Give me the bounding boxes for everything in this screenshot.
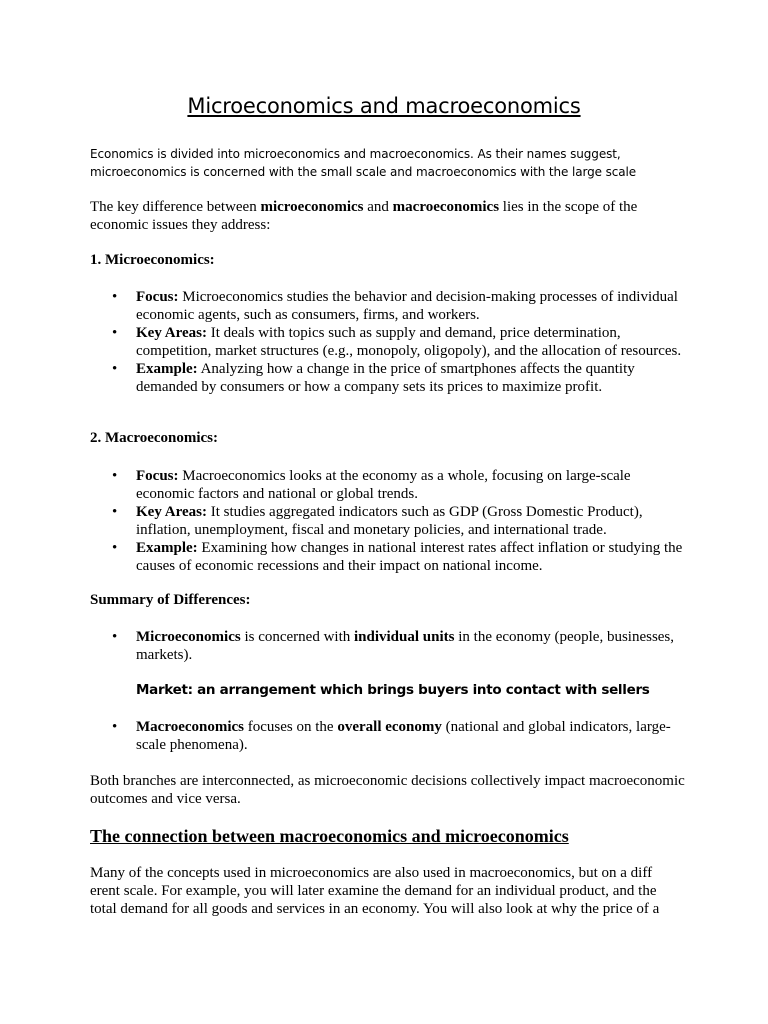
summary-text: in the economy (people, businesses, markets). [136, 629, 675, 663]
document-title: Microeconomics and macroeconomics [187, 94, 581, 118]
item-text: Microeconomics studies the behavior and decision-making processes of individual economic agents, such as consumers, firms, and workers. [136, 289, 678, 323]
micro-list [90, 288, 690, 396]
intro-paragraph: Economics is divided into microeconomics and macroeconomics. As their names suggest, microeconomics is concerned with the small scale and macroeconomics with the large scale [90, 147, 637, 179]
summary-term-micro: Microeconomics [136, 629, 241, 645]
key-diff-and: and [363, 199, 393, 215]
item-label: Focus: [136, 468, 179, 484]
item-label: Key Areas: [136, 325, 207, 341]
list-item [90, 628, 690, 664]
list-item [90, 467, 690, 503]
summary-list-2 [90, 718, 690, 754]
macro-list [90, 467, 690, 575]
summary-heading: Summary of Differences: [90, 592, 251, 608]
item-text: Analyzing how a change in the price of smartphones affects the quantity demanded by consumers or how a company sets its prices to maximize profit. [136, 361, 635, 395]
item-text: It studies aggregated indicators such as GDP (Gross Domestic Product), inflation, unemployment, fiscal and monetary policies, and international trade. [136, 504, 643, 538]
item-label: Key Areas: [136, 504, 207, 520]
list-item [90, 539, 690, 575]
list-item [90, 360, 690, 396]
list-item [90, 503, 690, 539]
section-heading-macro: 2. Macroeconomics: [90, 430, 219, 446]
item-text: Macroeconomics looks at the economy as a whole, focusing on large-scale economic factors and national or global trends. [136, 468, 631, 502]
key-diff-tail: lies in the scope of the economic issues they address: [90, 199, 638, 233]
key-diff-macro: macroeconomics [392, 199, 500, 215]
conclusion-paragraph: Both branches are interconnected, as microeconomic decisions collectively impact macroeconomic outcomes and vice versa. [90, 773, 685, 807]
market-definition: Market: an arrangement which brings buyers into contact with sellers [136, 682, 650, 698]
connection-heading: The connection between macroeconomics and microeconomics [90, 826, 569, 846]
summary-text: (national and global indicators, large-scale phenomena). [136, 719, 671, 753]
list-item [90, 324, 690, 360]
item-label: Focus: [136, 289, 179, 305]
list-item [90, 718, 690, 754]
key-difference-paragraph [90, 198, 690, 234]
connection-paragraph: Many of the concepts used in microeconomics are also used in macroeconomics, but on a diff erent scale. For example, you will later examine the demand for an individual product, and the total demand for all goods and services in an economy. You will also look at why the price of a [90, 865, 660, 917]
section-heading-micro: 1. Microeconomics: [90, 252, 215, 268]
summary-emphasis: overall economy [337, 719, 442, 735]
summary-text: is concerned with [240, 629, 354, 645]
summary-list-1 [90, 628, 690, 664]
item-text: It deals with topics such as supply and demand, price determination, competition, market structures (e.g., monopoly, oligopoly), and the allocation of resources. [136, 325, 682, 359]
item-text: Examining how changes in national interest rates affect inflation or studying the causes of economic recessions and their impact on national income. [136, 540, 683, 574]
list-item [90, 288, 690, 324]
item-label: Example: [136, 540, 198, 556]
summary-text: focuses on the [244, 719, 338, 735]
item-label: Example: [136, 361, 198, 377]
key-diff-micro: microeconomics [260, 199, 364, 215]
summary-term-macro: Macroeconomics [136, 719, 245, 735]
summary-emphasis: individual units [354, 629, 455, 645]
key-diff-text: The key difference between [90, 199, 261, 215]
